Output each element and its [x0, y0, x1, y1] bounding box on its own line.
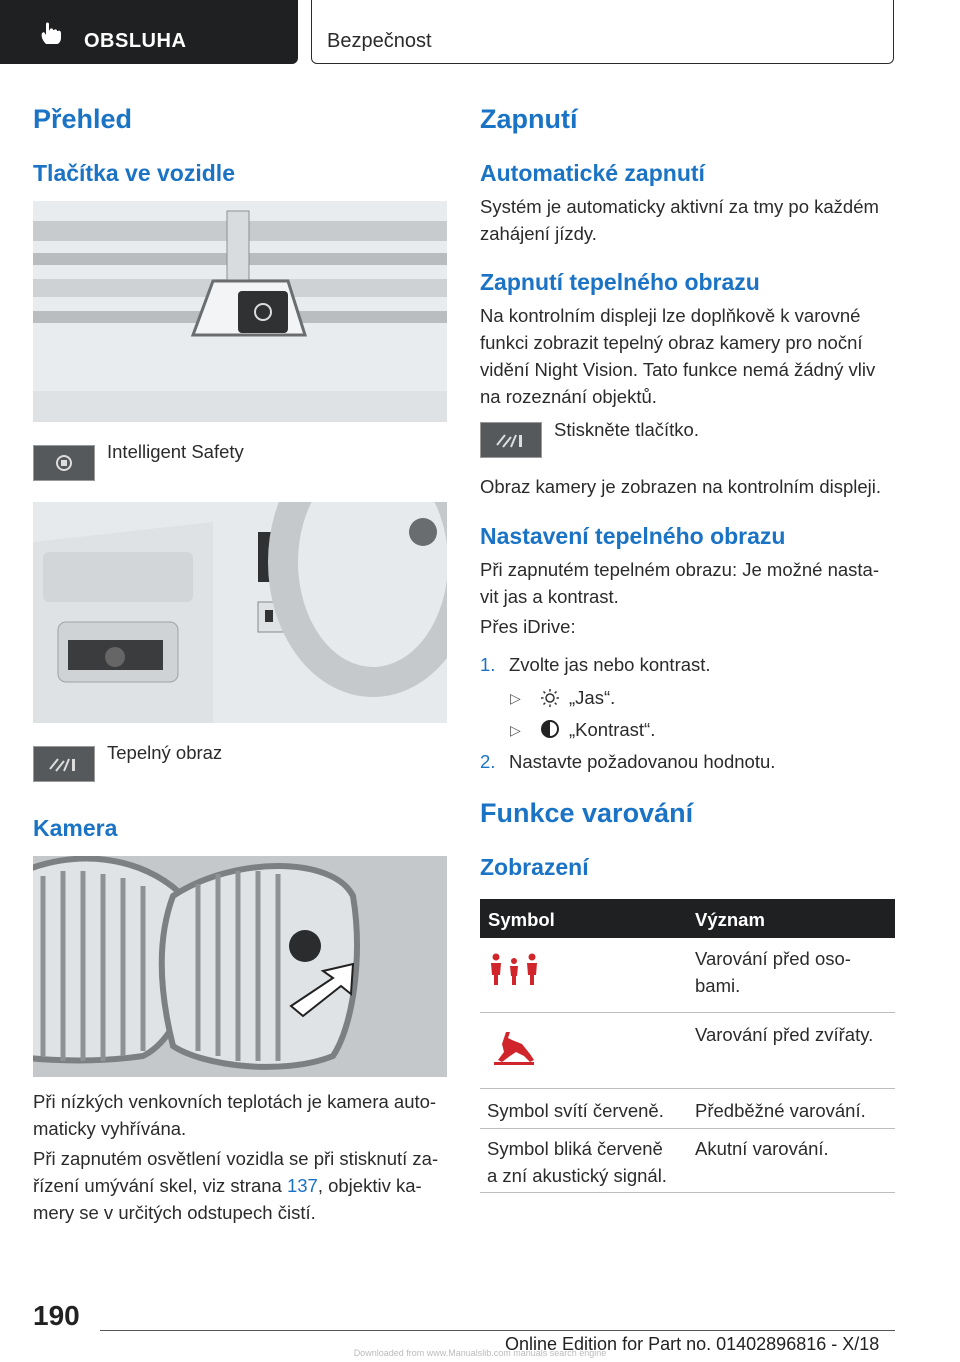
triangle-bullet-icon: ▷	[510, 722, 521, 738]
camera-paragraph-1: Při nízkých venkovních teplotách je kamera auto‐ maticky vyhřívána.	[33, 1091, 437, 1139]
thermal-image-button-icon	[33, 746, 95, 782]
grille-camera-photo	[33, 856, 447, 1077]
intelligent-safety-label: Intelligent Safety	[107, 441, 244, 462]
section-tab[interactable]	[0, 0, 298, 64]
table-row: Varování před oso‐ bami.	[695, 948, 851, 996]
table-divider	[480, 1128, 895, 1129]
watermark-text: Downloaded from www.Manualslib.com manuals search engine	[353, 1348, 607, 1358]
camera-shown-text: Obraz kamery je zobrazen na kontrolním displeji.	[480, 476, 882, 497]
buttons-heading: Tlačítka ve vozidle	[33, 160, 235, 186]
page-title: Přehled	[33, 104, 133, 134]
table-divider	[480, 1012, 895, 1013]
button-panel-photo	[33, 201, 447, 422]
section-label: OBSLUHA	[84, 30, 187, 52]
display-heading: Zobrazení	[480, 854, 589, 880]
brightness-option: „Jas“.	[569, 687, 616, 708]
table-row: Symbol bliká červeně a zní akustický signál.	[487, 1138, 667, 1186]
intelligent-safety-button-icon	[33, 445, 95, 481]
switch-on-heading: Zapnutí	[480, 104, 578, 134]
warning-function-heading: Funkce varování	[480, 798, 694, 828]
table-row: Varování před zvířaty.	[695, 1024, 874, 1045]
step-2-number: 2.	[480, 751, 496, 772]
thermal-button-icon	[480, 422, 542, 458]
table-divider	[480, 1088, 895, 1089]
table-row: Akutní varování.	[695, 1138, 829, 1159]
hand-pointer-icon	[38, 20, 64, 46]
animal-warning-icon	[492, 1030, 536, 1066]
brightness-icon	[540, 688, 560, 708]
edition-text: Online Edition for Part no. 01402896816 - X/18	[505, 1334, 880, 1354]
settings-text: Při zapnutém tepelném obrazu: Je možné nasta‐ vit jas a kontrast.	[480, 559, 879, 607]
step-1-number: 1.	[480, 654, 496, 675]
camera-heading: Kamera	[33, 815, 118, 841]
page-137-link[interactable]: 137	[286, 1175, 318, 1196]
step-2-text: Nastavte požadovanou hodnotu.	[509, 751, 776, 772]
chapter-tab[interactable]	[311, 0, 894, 64]
table-divider	[480, 1192, 895, 1193]
footer-divider	[100, 1330, 895, 1331]
via-idrive-text: Přes iDrive:	[480, 616, 576, 637]
contrast-icon	[540, 719, 560, 739]
contrast-option: „Kontrast“.	[569, 719, 656, 740]
col-meaning-header: Význam	[695, 909, 765, 930]
step-1-text: Zvolte jas nebo kontrast.	[509, 654, 711, 675]
table-header	[480, 899, 895, 938]
press-button-text: Stiskněte tlačítko.	[554, 419, 699, 440]
camera-paragraph-2: Při zapnutém osvětlení vozidla se při stisknutí za‐ řízení umývání skel, viz strana 137, objektiv ka‐ mery se v určitých odstupech čistí.	[33, 1148, 439, 1223]
thermal-image-label: Tepelný obraz	[107, 742, 223, 763]
triangle-bullet-icon: ▷	[510, 690, 521, 706]
dashboard-photo	[33, 502, 447, 723]
settings-heading: Nastavení tepelného obrazu	[480, 523, 786, 549]
thermal-on-heading: Zapnutí tepelného obrazu	[480, 269, 760, 295]
automatic-on-text: Systém je automaticky aktivní za tmy po každém zahájení jízdy.	[480, 196, 879, 244]
chapter-label: Bezpečnost	[327, 30, 432, 52]
table-row: Předběžné varování.	[695, 1100, 866, 1121]
pedestrian-warning-icon	[488, 953, 540, 987]
automatic-on-heading: Automatické zapnutí	[480, 160, 705, 186]
thermal-on-text: Na kontrolním displeji lze doplňkově k varovné funkci zobrazit tepelný obraz kamery pro noční vidění Night Vision. Tato funkce nemá žádný vliv na rozeznání objektů.	[480, 305, 876, 407]
col-symbol-header: Symbol	[488, 909, 555, 930]
table-row: Symbol svítí červeně.	[487, 1100, 664, 1121]
page-number: 190	[33, 1300, 80, 1331]
